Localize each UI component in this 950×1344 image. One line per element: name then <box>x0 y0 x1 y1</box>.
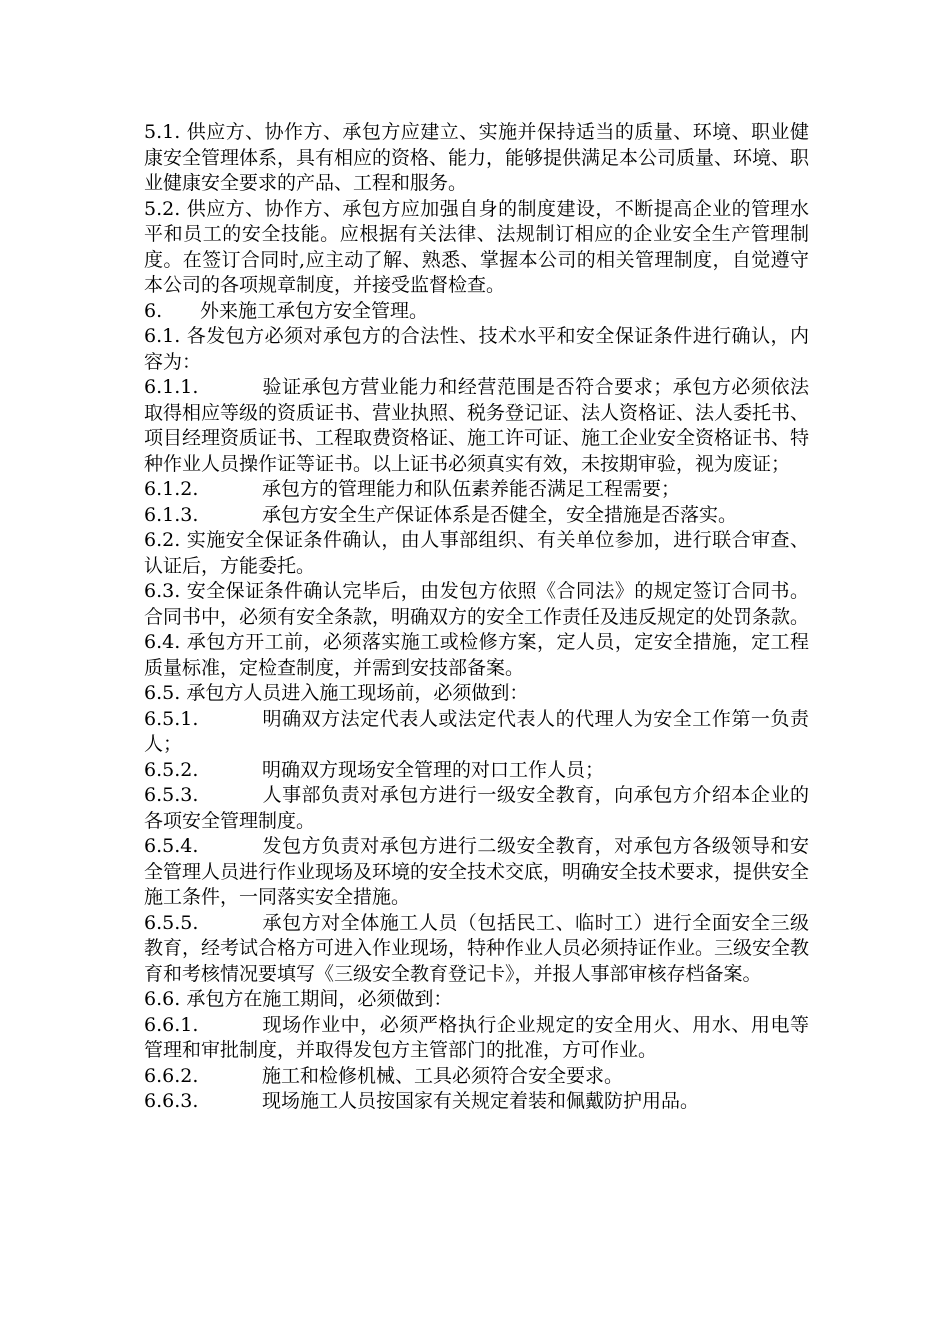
clause-number: 6.5.1. <box>144 707 199 730</box>
clause-text: 承包方在施工期间，必须做到： <box>186 988 453 1010</box>
clause-number: 6.1.2. <box>144 478 199 500</box>
clause-text: 承包方安全生产保证体系是否健全，安全措施是否落实。 <box>262 503 738 526</box>
clause-number: 6.5.4. <box>144 835 199 857</box>
paragraph-6-6-2 <box>144 1064 809 1090</box>
clause-number: 6.5.2. <box>144 758 199 781</box>
clause-text: 安全保证条件确认完毕后，由发包方依照《合同法》的规定签订合同书。合同书中，必须有安全条款，明确双方的安全工作责任及违反规定的处罚条款。 <box>144 580 810 628</box>
clause-text: 承包方人员进入施工现场前，必须做到： <box>186 682 529 704</box>
clause-number: 6.1.3. <box>144 503 199 526</box>
clause-text: 明确双方现场安全管理的对口工作人员； <box>262 758 605 781</box>
clause-number: 6.1. <box>144 325 181 347</box>
clause-text: 发包方负责对承包方进行二级安全教育，对承包方各级领导和安全管理人员进行作业现场及环境的安全技术交底，明确安全技术要求，提供安全施工条件，一同落实安全措施。 <box>144 835 810 908</box>
clause-number: 6.6.1. <box>144 1013 199 1036</box>
paragraph-6-1 <box>144 324 809 375</box>
clause-number: 6.5.5. <box>144 911 199 934</box>
paragraph-6-5-5 <box>144 911 809 988</box>
paragraph-6-5-2 <box>144 758 809 784</box>
clause-text: 验证承包方营业能力和经营范围是否符合要求；承包方必须依法取得相应等级的资质证书、营业执照、税务登记证、法人资格证、法人委托书、项目经理资质证书、工程取费资格证、施工许可证、施工企业安全资格证书、特种作业人员操作证等证书。以上证书必须真实有效，未按期审验，视为废证； <box>144 376 810 475</box>
clause-number: 6.6. <box>144 988 181 1010</box>
clause-number: 6.6.2. <box>144 1064 199 1087</box>
clause-text: 供应方、协作方、承包方应加强自身的制度建设，不断提高企业的管理水平和员工的安全技能。应根据有关法律、法规制订相应的企业安全生产管理制度。在签订合同时,应主动了解、熟悉、掌握本公司的相关管理制度，自觉遵守本公司的各项规章制度，并接受监督检查。 <box>144 197 809 296</box>
clause-number: 6.6.3. <box>144 1090 199 1112</box>
clause-number: 6.2. <box>144 529 181 551</box>
clause-text: 外来施工承包方安全管理。 <box>200 299 429 322</box>
clause-text: 供应方、协作方、承包方应建立、实施并保持适当的质量、环境、职业健康安全管理体系，具有相应的资格、能力，能够提供满足本公司质量、环境、职业健康安全要求的产品、工程和服务。 <box>144 121 810 194</box>
clause-number: 6.5.3. <box>144 784 199 806</box>
clause-text: 现场作业中，必须严格执行企业规定的安全用火、用水、用电等管理和审批制度，并取得发包方主管部门的批准，方可作业。 <box>144 1013 809 1061</box>
clause-text: 承包方的管理能力和队伍素养能否满足工程需要； <box>262 478 681 500</box>
clause-number: 6.1.1. <box>144 376 199 398</box>
clause-text: 承包方开工前，必须落实施工或检修方案，定人员，定安全措施，定工程质量标准，定检查制度，并需到安技部备案。 <box>144 631 809 679</box>
paragraph-6-5 <box>144 681 809 707</box>
clause-number: 6.3. <box>144 580 181 602</box>
paragraph-6-3 <box>144 579 809 630</box>
paragraph-6-5-1 <box>144 707 809 758</box>
clause-text: 现场施工人员按国家有关规定着装和佩戴防护用品。 <box>262 1090 700 1112</box>
clause-number: 5.2. <box>144 197 181 220</box>
paragraph-6-6-3 <box>144 1089 809 1115</box>
clause-number: 6.5. <box>144 682 181 704</box>
clause-text: 承包方对全体施工人员（包括民工、临时工）进行全面安全三级教育，经考试合格方可进入作业现场，特种作业人员必须持证作业。三级安全教育和考核情况要填写《三级安全教育登记卡》，并报人事部审核存档备案。 <box>144 911 810 985</box>
paragraph-5-1 <box>144 120 809 197</box>
paragraph-6-6 <box>144 987 809 1013</box>
clause-number: 6. <box>144 299 163 322</box>
paragraph-5-2 <box>144 197 809 299</box>
clause-text: 人事部负责对承包方进行一级安全教育，向承包方介绍本企业的各项安全管理制度。 <box>144 784 809 832</box>
paragraph-6-5-3 <box>144 783 809 834</box>
clause-text: 明确双方法定代表人或法定代表人的代理人为安全工作第一负责人； <box>144 707 809 755</box>
paragraph-6-5-4 <box>144 834 809 911</box>
clause-text: 施工和检修机械、工具必须符合安全要求。 <box>262 1064 624 1087</box>
paragraph-6-1-2 <box>144 477 809 503</box>
paragraph-6-2 <box>144 528 809 579</box>
clause-number: 5.1. <box>144 121 181 143</box>
clause-number: 6.4. <box>144 631 181 653</box>
clause-text: 各发包方必须对承包方的合法性、技术水平和安全保证条件进行确认，内容为： <box>144 325 809 373</box>
paragraph-6-6-1 <box>144 1013 809 1064</box>
paragraph-6-4 <box>144 630 809 681</box>
paragraph-6-1-3 <box>144 503 809 529</box>
document-body <box>144 120 809 1115</box>
paragraph-6 <box>144 299 809 325</box>
paragraph-6-1-1 <box>144 375 809 477</box>
clause-text: 实施安全保证条件确认，由人事部组织、有关单位参加，进行联合审查、认证后，方能委托。 <box>144 529 809 577</box>
